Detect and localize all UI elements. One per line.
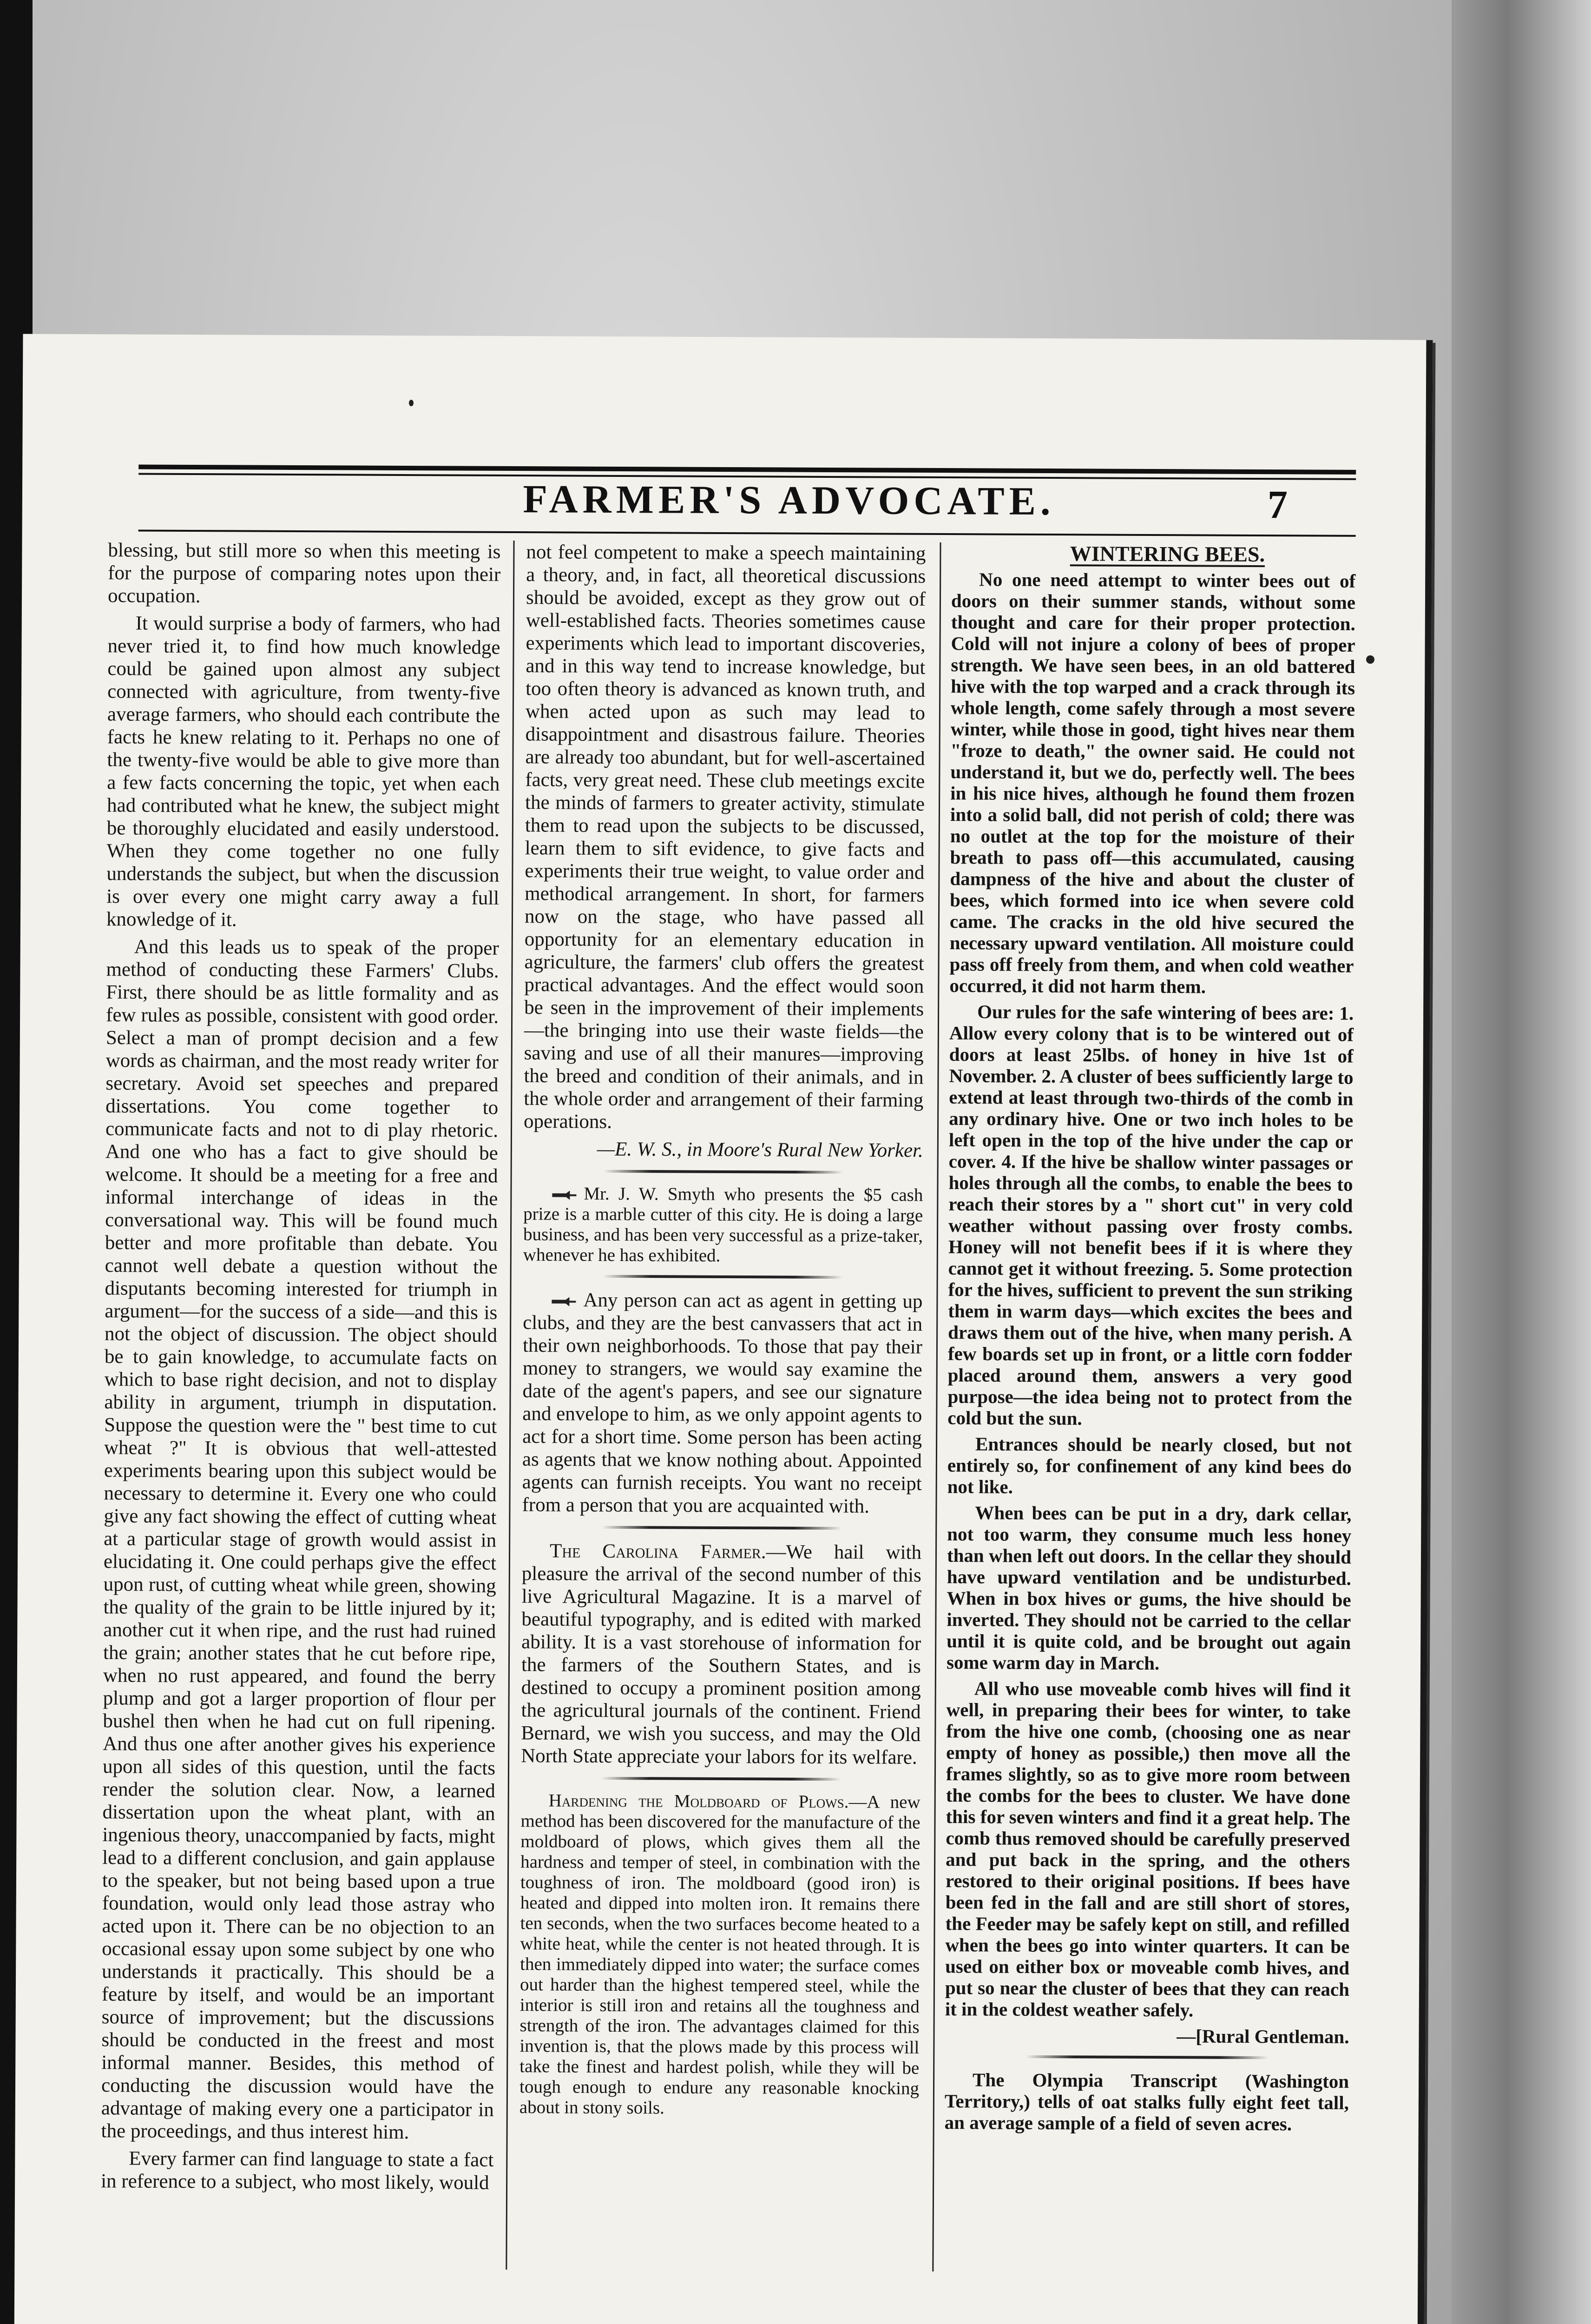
header-rule-bottom xyxy=(138,529,1356,536)
paragraph: When bees can be put in a dry, dark cellar, not too warm, they consume much less honey than when left out doors. In the cellar they should have upward ventilation and be undisturbed. When in box hives or gums, the hive should be inverted. They should not be carried to the cellar until it is quite cold, and be brought out again some warm day in March. xyxy=(946,1502,1352,1674)
scan-edge-right xyxy=(1452,0,1591,2324)
item-lead: The Carolina Farmer. xyxy=(549,1540,766,1563)
newspaper-page xyxy=(14,334,1433,2324)
divider xyxy=(602,1526,842,1530)
paragraph: All who use moveable comb hives will find it well, in preparing their bees for winter, to take from the hive one comb, (choosing one as near empty of honey as possible,) then move all the frames slightly, so as to give more room between the combs for the bees to cluster. We have done this for seven winters and find it a great help. The comb thus removed should be carefully preserved and put back in the spring, and the others restored to their original positions. If bees have been fed in the fall and are still short of stores, the Feeder may be safely kept on still, and refilled when the bees go into winter quarters. It can be used on either box or moveable comb hives, and put so near the cluster of bees that they can reach it in the coldest weather safely. xyxy=(945,1677,1351,2021)
item-text: —We hail with pleasure the arrival of the second number of this live Agricultural Magazine. It is a marvel of beautiful typography, and is edited with marked ability. It is a vast storehouse of information for the farmers of the Southern States, and is destined to occupy a prominent position among the agricultural journals of the continent. Friend Bernard, we wish you success, and may the Old North State appreciate your labors for its welfare. xyxy=(521,1541,922,1769)
column-2 xyxy=(519,541,926,2124)
paragraph: No one need attempt to winter bees out of doors on their summer stands, without some thought and care for their proper protection. Cold will not injure a colony of bees of proper strength. We have seen bees, in an old battered hive with the top warped and a crack through its whole length, come safely through a most severe winter, while those in good, tight hives near them "froze to death," the owner said. He could not understand it, but we do, perfectly well. The bees in his nice hives, although he found them frozen into a solid ball, did not perish of cold; there was no outlet at the top for the moisture of their breath to pass off—this accumulated, causing dampness of the hive and about the cluster of bees, which formed into ice when severe cold came. The cracks in the old hive secured the necessary upward ventilation. All moisture could pass off freely from them, and when cold weather occurred, it did not harm them. xyxy=(949,568,1356,997)
paragraph: Entrances should be nearly closed, but not entirely so, for confinement of any kind bees do not like. xyxy=(947,1433,1352,1498)
paragraph: Every farmer can find language to state a fact in reference to a subject, who most likely, would xyxy=(101,2147,494,2194)
section-title: WINTERING BEES. xyxy=(1070,541,1265,567)
article-signature: —E. W. S., in Moore's Rural New Yorker. xyxy=(597,1138,923,1162)
column-rule xyxy=(932,542,941,2271)
paragraph: The Olympia Transcript (Washington Territory,) tells of oat stalks fully eight feet tall, an average sample of a field of seven acres. xyxy=(944,2069,1349,2135)
column-3 xyxy=(945,542,1356,2139)
notice-text: Mr. J. W. Smyth who presents the $5 cash prize is a marble cutter of this city. He is doing a large business, and has been very successful as a prize-taker, whenever he has exhibited. xyxy=(523,1183,923,1266)
masthead: FARMER'S ADVOCATE. xyxy=(523,476,1055,524)
paragraph xyxy=(521,1539,921,1769)
pointing-hand-icon xyxy=(551,1189,577,1201)
paragraph: Our rules for the safe wintering of bees are: 1. Allow every colony that is to be wintered out of doors at least 25lbs. of honey in hive 1st of November. 2. A cluster of bees sufficiently large to extend at least through two-thirds of the comb in any ordinary hive. One or two inch holes to be left open in the top of the hive under the cap or cover. 4. If the hive be shallow winter passages or holes through all the combs, to enable the bees to reach their stores by a " short cut" in very cold weather without passing over frosty combs. Honey will not benefit bees if it is where they cannot get it without freezing. 5. Some protection for the hives, sufficient to prevent the sun striking them in warm days—which excites the bees and draws them out of the hive, when many perish. A few boards set up in front, or a little corn fodder placed around them, answers a very good purpose—the idea being not to protect from the cold but the sun. xyxy=(947,1001,1354,1429)
ink-spot xyxy=(1366,655,1374,664)
paragraph: blessing, but still more so when this meeting is for the purpose of comparing notes upon their occupation. xyxy=(107,539,501,607)
divider xyxy=(1026,2055,1268,2059)
paragraph: not feel competent to make a speech maintaining a theory, and, in fact, all theoretical discussions should be avoided, except as they grow out of well-established facts. Theories sometimes cause experiments which lead to important discoveries, and in this way tend to increase knowledge, but too often theory is advanced as known truth, and when acted upon as such may lead to disappointment and disastrous failure. Theories are already too abundant, but for well-ascertained facts, very great need. These club meetings excite the minds of farmers to greater activity, stimulate them to read upon the subjects to be discussed, learn them to sift evidence, to give facts and experiments their true weight, to value order and methodical arrangement. In short, for farmers now on the stage, who have passed all opportunity for an elementary education in agriculture, the farmers' club offers the greatest practical advantages. And the effect would soon be seen in the improvement of their implements—the bringing into use their waste fields—the saving and use of all their manures—improving the breed and condition of their animals, and in the whole order and arrangement of their farming operations. xyxy=(523,541,926,1133)
paragraph: It would surprise a body of farmers, who had never tried it, to find how much knowledge could be gained upon almost any subject connected with agriculture, from twenty-five average farmers, who should each contribute the facts he knew relating to it. Perhaps no one of the twenty-five would be able to give more than a few facts concerning the topic, yet when each had contributed what he knew, the subject might be thoroughly elucidated and easily understood. When they come together no one fully understands the subject, but when the discussion is over every one might carry away a full knowledge of it. xyxy=(106,612,500,931)
article-signature: —[Rural Gentleman. xyxy=(1177,2025,1349,2047)
pointing-hand-icon xyxy=(551,1296,577,1307)
paragraph xyxy=(523,1183,923,1267)
column-1 xyxy=(101,539,501,2199)
paragraph: And this leads us to speak of the proper method of conducting these Farmers' Clubs. First, there should be as little formality and as few rules as possible, consistent with good order. Select a man of prompt decision and a few words as chairman, and the most ready writer for secretary. Avoid set speeches and prepared dissertations. You come together to communicate facts and not to di play rhetoric. And one who has a fact to give should be welcome. It should be a meeting for a free and informal interchange of ideas in the conversational way. This will be found much better and more profitable than debate. You cannot well debate a question without the disputants becoming interested for triumph in argument—for the success of a side—and this is not the object of discussion. The object should be to gain knowledge, to accumulate facts on which to base right decision, and not to display ability in argument, triumph in disputation. Suppose the question were the " best time to cut wheat ?" It is obvious that well-attested experiments bearing upon this subject would be necessary to determine it. Every one who could give any fact showing the effect of cutting wheat at a particular stage of growth would assist in elucidating it. One could perhaps give the effect upon rust, of cutting wheat while green, showing the quality of the grain to be little injured by it; another cut it when ripe, and the rust had ruined the grain; another states that he cut before ripe, when no rust appeared, and found the berry plump and got a larger proportion of flour per bushel then when he had cut on full ripening. And thus one after another gives his experience upon all sides of this question, until the facts render the solution clear. Now, a learned dissertation upon the wheat plant, with an ingenious theory, unaccompanied by facts, might lead to a different conclusion, and gain applause to the speaker, but not being based upon a true foundation, would only lead those astray who acted upon it. There can be no objection to an occasional essay upon some subject by one who understands it practically. This should be a feature by itself, and would be an important source of improvement; but the discussions should be conducted in the freest and most informal manner. Besides, this method of conducting the discussion would have the advantage of making every one a participator in the proceedings, and thus interest him. xyxy=(101,936,499,2144)
divider xyxy=(603,1275,843,1279)
header-rule xyxy=(138,464,1356,474)
divider xyxy=(604,1170,843,1174)
paragraph xyxy=(519,1790,920,2119)
ink-spot xyxy=(409,400,414,406)
page-number: 7 xyxy=(1267,482,1288,527)
column-rule xyxy=(506,541,514,2270)
divider xyxy=(601,1777,841,1781)
paragraph xyxy=(522,1288,922,1518)
item-lead: Hardening the Moldboard of Plows. xyxy=(548,1790,849,1812)
item-text: —A new method has been discovered for the manufacture of the moldboard of plows, which gives them all the hardness and temper of steel, in combination with the toughness of iron. The moldboard (good iron) is heated and dipped into molten iron. It remains there ten seconds, when the two surfaces become heated to a white heat, while the center is not heated through. It is then immediately dipped into water; the surface comes out harder than the highest tempered steel, while the interior is still iron and retains all the toughness and strength of the iron. The advantages claimed for this invention is, that the plows made by this process will take the finest and hardest polish, while they will be tough enough to endure any reasonable knocking about in stony soils. xyxy=(519,1792,920,2118)
notice-text: Any person can act as agent in getting up clubs, and they are the best canvassers that act in their own neighborhoods. To those that pay their money to strangers, we would say examine the date of the agent's papers, and see our signature and envelope to him, as we only appoint agents to act for a short time. Some person has been acting as agents that we know nothing about. Appointed agents can furnish receipts. You want no receipt from a person that you are acquainted with. xyxy=(522,1289,923,1518)
